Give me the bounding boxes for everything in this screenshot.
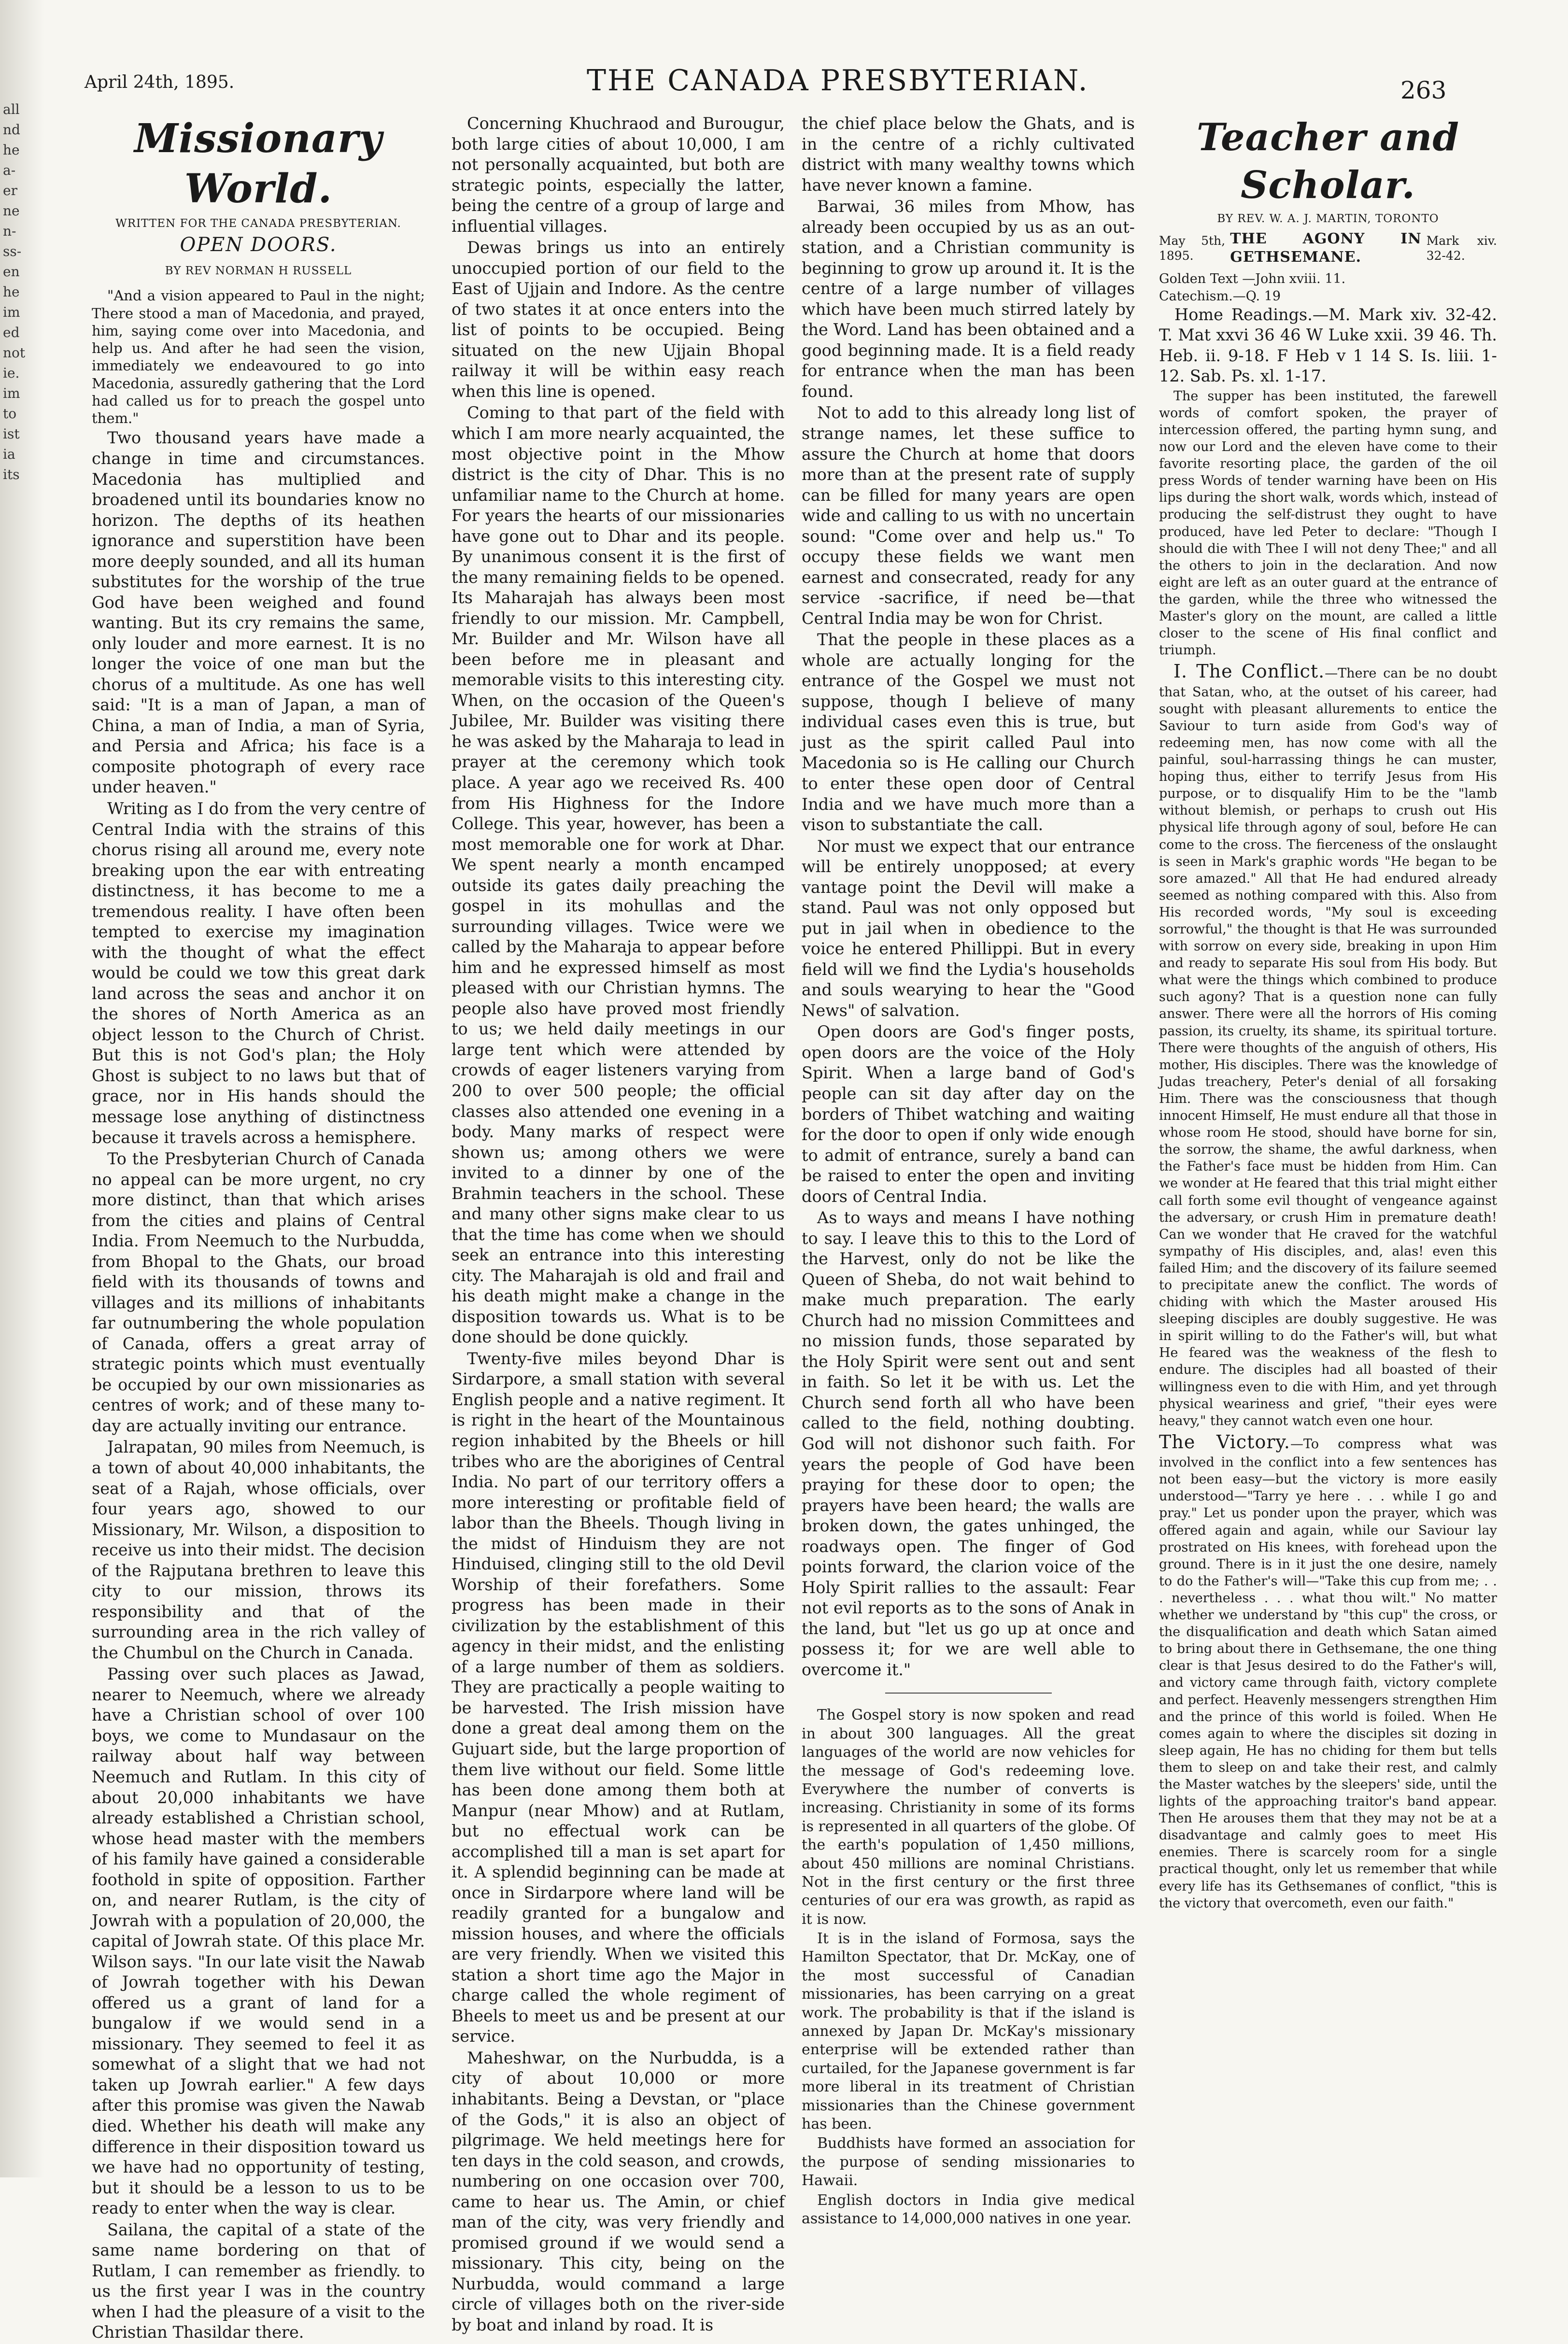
column-2 [452,113,785,2336]
teacher-masthead: Teacher and Scholar. [1196,115,1460,208]
paragraph: Dewas brings us into an entirely unoccupied portion of our field to the East of Ujjain and Indore. As the centre of two states it at once enters into the list of points to be occupied. Being situated on the new Ujjain Bhopal railway it will be within easy reach when this line is opened. [452,238,785,401]
paragraph: Passing over such places as Jawad, nearer to Neemuch, where we already have a Christian school of over 100 boys, we come to Mundasaur on the railway about half way between Neemuch and Rutlam. In this city of about 20,000 inhabitants we have already established a Christian school, whose head master with the members of his family have gained a considerable foothold in spite of opposition. Farther on, and nearer Rutlam, is the city of Jowrah with a population of 20,000, the capital of Jowrah state. Of this place Mr. Wilson says. "In our late visit the Nawab of Jowrah together with his Dewan offered us a grant of land for a bungalow if we would send in a missionary. They seemed to feel it as somewhat of a slight that we had not taken up Jowrah earlier." A few days after this promise was given the Nawab died. Whether his death will make any difference in their disposition toward us we have had no opportunity of testing, but it should be a lesson to us to be ready to enter when the way is clear. [92,1665,425,2218]
lesson-reference: Mark xiv. 32-42. [1426,233,1497,263]
page-number: 263 [1400,76,1447,104]
margin-fragment: en [3,264,20,280]
conflict-section [1159,660,1497,1429]
paragraph: Barwai, 36 miles from Mhow, has already been occupied by us as an out-station, and a Christian community is beginning to grow up around it. It is the centre of a large number of villages which have been much stirred lately by the Word. Land has been obtained and a good beginning made. It is a field ready for entrance when the man has been found. [802,197,1135,401]
newspaper-title: THE CANADA PRESBYTERIAN. [587,64,1089,98]
margin-fragment: im [3,385,20,401]
victory-section [1159,1430,1497,1912]
paragraph: Open doors are God's finger posts, open doors are the voice of the Holy Spirit. When a large band of God's people can sit day after day on the borders of Thibet watching and waiting for the door to open if only wide enough to admit of entrance, surely a band can be raised to enter the open and inviting doors of Central India. [802,1022,1135,1206]
paragraph: Jalrapatan, 90 miles from Neemuch, is a town of about 40,000 inhabitants, the seat of a Rajah, whose officials, over four years ago, showed to our Missionary, Mr. Wilson, a disposition to receive us into their midst. The decision of the Rajputana brethren to leave this city to our mission, throws its responsibility and that of the surrounding area in the rich valley of the Chumbul on the Church in Canada. [92,1438,425,1662]
conflict-heading: I. The Conflict. [1173,661,1325,682]
article-title: OPEN DOORS. [180,234,337,256]
written-for: WRITTEN FOR THE CANADA PRESBYTERIAN. [115,217,401,230]
margin-fragment: im [3,304,20,320]
column-1 [92,113,425,2344]
margin-fragment: its [3,466,20,482]
margin-fragment: to [3,406,17,422]
paragraph: Twenty-five miles beyond Dhar is Sirdarpore, a small station with several English people and a native regiment. It is right in the heart of the Mountainous region inhabited by the Bheels or hill tribes who are the aborigines of Central India. No part of our territory offers a more interesting or profitable field of labor than the Bheels. Though living in the midst of Hinduism they are not Hinduised, clinging still to the old Devil Worship of their forefathers. Some progress has been made in their civilization by the establishment of this agency in their midst, and the enlisting of a large number of them as soldiers. They are practically a people waiting to be harvested. The Irish mission have done a great deal among them on the Gujuart side, but the large proportion of them live without our field. Some little has been done among them both at Manpur (near Mhow) and at Rutlam, but no effectual work can be accomplished till a man is set apart for it. A splendid beginning can be made at once in Sirdarpore where land will be readily granted for a bungalow and mission houses, and where the officials are very friendly. When we visited this station a short time ago the Major in charge called the whole regiment of Bheels to meet us and be present at our service. [452,1349,785,2046]
col1-body [92,428,425,2343]
victory-heading: The Victory. [1159,1431,1290,1453]
margin-fragment: ed [3,325,20,340]
margin-fragment: all [3,101,20,117]
paragraph: That the people in these places as a whole are actually longing for the entrance of the Gospel we must not suppose, though I believe of many individual cases even this is true, but just as the spirit called Paul into Macedonia so is He calling our Church to enter these open door of Central India and we have much more than a vison to substantiate the call. [802,630,1135,834]
paragraph: To the Presbyterian Church of Canada no appeal can be more urgent, no cry more distinct, than that which arises from the cities and plains of Central India. From Neemuch to the Nurbudda, from Bhopal to the Ghats, our broad field with its thousands of towns and villages and its millions of inhabitants far outnumbering the whole population of Canada, offers a great array of strategic points which must eventually be occupied by our own missionaries as centres of work; and of these many to-day are actually inviting our entrance. [92,1149,425,1435]
paragraph: the chief place below the Ghats, and is in the centre of a richly cultivated district with many wealthy towns which have never known a famine. [802,114,1135,195]
paragraph: As to ways and means I have nothing to say. I leave this to this to the Lord of the Harvest, only do not be like the Queen of Sheba, do not wait behind to make much preparation. The early Church had no mission Committees and no mission funds, those separated by the Holy Spirit were sent out and sent in faith. So let it be with us. Let the Church send forth all who have been called to the field, nothing doubting. God will not dishonor such faith. For years the people of God have been praying for these door to open; the prayers have been heard; the walls are broken down, the gates unhinged, the roadways open. The finger of God points forward, the clarion voice of the Holy Spirit rallies to the assault: Fear not evil reports as to the sons of Anak in the land, but "let us go up at once and possess it; for we are well able to overcome it." [802,1208,1135,1679]
margin-fragment: ia [3,446,15,462]
news-note: Buddhists have formed an association for the purpose of sending missionaries to Hawaii. [802,2135,1135,2189]
paragraph: Concerning Khuchraod and Burougur, both large cities of about 10,000, I am not personally acquainted, but both are strategic points, especially the latter, being the centre of a group of large and influential villages. [452,114,785,236]
paragraph: Coming to that part of the field with which I am more nearly acquainted, the most objective point in the Mhow district is the city of Dhar. This is no unfamiliar name to the Church at home. For years the hearts of our missionaries have gone out to Dhar and its people. By unanimous consent it is the first of the many remaining fields to be opened. Its Maharajah has always been most friendly to our mission. Mr. Campbell, Mr. Builder and Mr. Wilson have all been before me in pleasant and memorable visits to this interesting city. When, on the occasion of the Queen's Jubilee, Mr. Builder was visiting there he was asked by the Maharaja to lead in prayer at the ceremony which took place. A year ago we received Rs. 400 from His Highness for the Indore College. This year, however, has been a most memorable one for work at Dhar. We spent nearly a month encamped outside its gates daily preaching the gospel in its mohullas and the surrounding villages. Twice were we called by the Maharaja to appear before him and he expressed himself as most pleased with our Christian hymns. The people also have proved most friendly to us; we held daily meetings in our large tent which were attended by crowds of eager listeners varying from 200 to over 500 people; the official classes also attended one evening in a body. Many marks of respect were shown us; among others we were invited to a dinner by one of the Brahmin teachers in the school. These and many other signs make clear to us that the time has come when we should seek an entrance into this interesting city. The Maharajah is old and frail and his death might make a change in the disposition towards us. What is to be done should be done quickly. [452,403,785,1347]
header-date: April 24th, 1895. [85,72,235,92]
margin-fragment: not [3,345,26,361]
victory-text: —To compress what was involved in the conflict into a few sentences has not been easy—but the victory is more easily understood—"Tarry ye here . . . while I go and pray." Let us ponder upon the prayer, which was offered again and again, while our Saviour lay prostrated on His knees, with forehead upon the ground. There is in it just the one desire, namely to do the Father's will—"Take this cup from me; . . . nevertheless . . . what thou wilt." No matter whether we understand by "this cup" the cross, or the disqualification and death which Satan aimed to bring about there in Gethsemane, the one thing clear is that Jesus desired to do the Father's will, and victory came through faith, victory complete and perfect. Heavenly messengers strengthen Him and the prince of this world is foiled. When He comes again to where the disciples sit dozing in sleep again, He has no chiding for them but tells them to sleep on and take their rest, and calmly the Master watches by the sleepers' side, until the lights of the approaching traitor's band appear. Then He arouses them that they may not be at a disadvantage and calmly goes to meet His enemies. There is scarcely room for a single practical thought, only let us remember that while every life has its Gethsemanes of conflict, "this is the victory that overcometh, even our faith." [1159,1436,1497,1911]
margin-fragment: ne [3,203,20,219]
margin-fragment: ss- [3,243,22,259]
article-byline: BY REV NORMAN H RUSSELL [165,265,352,278]
section-divider [885,1693,1052,1694]
margin-fragment: ist [3,426,20,442]
paragraph: Not to add to this already long list of strange names, let these suffice to assure the Church at home that doors more than at the present rate of supply can be filled for many years are open wide and calling to us with no uncertain sound: "Come over and help us." To occupy these fields we want men earnest and consecrated, ready for any service -sacrifice, if need be—that Central India may be won for Christ. [802,403,1135,628]
margin-fragment: he [3,142,20,158]
home-readings: Home Readings.—M. Mark xiv. 32-42. T. Mat xxvi 36 46 W Luke xxii. 39 46. Th. Heb. ii. 9-18. F Heb v 1 14 S. Is. liii. 1-12. Sab. Ps. xl. 1-17. [1159,305,1497,386]
paragraph: Sailana, the capital of a state of the same name bordering on that of Rutlam, I can remember as friendly. to us the first year I was in the country when I had the pleasure of a visit to the Christian Thasildar there. [92,2220,425,2342]
paragraph: Writing as I do from the very centre of Central India with the strains of this chorus rising all around me, every note breaking upon the ear with entreating distinctness, it has become to me a tremendous reality. I have often been tempted to exercise my imagination with the thought of what the effect would be could we tow this great dark land across the seas and anchor it on the shores of North America as an object lesson to the Church of Christ. But this is not God's plan; the Holy Ghost is subject to no laws but that of grace, nor in His hands should the message lose anything of distinctness because it travels across a hemisphere. [92,799,425,1147]
catechism: Catechism.—Q. 19 [1159,288,1281,304]
lesson-heading [1159,230,1497,267]
lesson-title: THE AGONY IN GETHSEMANE. [1230,230,1422,266]
margin-fragment: nd [3,122,20,138]
lesson-intro: The supper has been instituted, the farewell words of comfort spoken, the prayer of intercession offered, the parting hymn sung, and now our Lord and the eleven have come to their favorite resorting place, the garden of the oil press Words of tender warning have been on His lips during the short walk, words which, instead of producing the self-distrust they ought to have produced, have led Peter to declare: "Though I should die with Thee I will not deny Thee;" and all the others to join in the declaration. And now eight are left as an outer guard at the entrance of the garden, while the three who witnessed the Master's glory on the mount, are called a little closer to the scene of His final conflict and triumph. [1159,388,1497,658]
margin-fragment: n- [3,223,16,239]
margin-fragment: er [3,183,17,198]
column-3 [802,113,1135,2229]
news-note: It is in the island of Formosa, says the Hamilton Spectator, that Dr. McKay, one of the most successful of Canadian missionaries, has been carrying on a great work. The probability is that if the island is annexed by Japan Dr. McKay's missionary enterprise will be extended rather than curtailed, for the Japanese government is far more liberal in its treatment of Christian missionaries than the Chinese government has been. [802,1930,1135,2132]
teacher-byline: BY REV. W. A. J. MARTIN, TORONTO [1217,212,1439,226]
margin-fragment: ie. [3,365,20,381]
paragraph: Nor must we expect that our entrance will be entirely unopposed; at every vantage point the Devil will make a stand. Paul was not only opposed but put in jail when in obedience to the voice he entered Phillippi. But in every field will we find the Lydia's households and souls wearying to hear the "Good News" of salvation. [802,836,1135,1020]
missionary-masthead: Missionary World. [134,115,382,212]
golden-text: Golden Text —John xviii. 11. [1159,271,1346,287]
page-bleed-edge [0,0,44,2177]
column-4 [1159,113,1497,1913]
scripture-quote: "And a vision appeared to Paul in the night; There stood a man of Macedonia, and prayed, him, saying come over into Macedonia, and help us. And after he had seen the vision, immediately we endeavoured to go into Macedonia, assuredly gathering that the Lord had called us for to preach the gospel unto them." [92,287,425,427]
news-note: English doctors in India give medical assistance to 14,000,000 natives in one year. [802,2191,1135,2227]
margin-fragment: he [3,284,20,300]
margin-fragment: a- [3,162,16,178]
paragraph: Two thousand years have made a change in time and circumstances. Macedonia has multiplied and broadened until its boundaries know no horizon. The depths of its heathen ignorance and superstition have been more deeply sounded, and all its human substitutes for the worship of the true God have been weighed and found wanting. But its cry remains the same, only louder and more earnest. It is no longer the voice of one man but the chorus of a multitude. As one has well said: "It is a man of Japan, a man of China, a man of India, a man of Syria, and Persia and Africa; his face is a composite photograph of every race under heaven." [92,428,425,797]
lesson-date: May 5th, 1895. [1159,233,1226,263]
news-note: The Gospel story is now spoken and read in about 300 languages. All the great languages of the world are now vehicles for the message of God's redeeming love. Everywhere the number of converts is increasing. Christianity in some of its forms is represented in all quarters of the globe. Of the earth's population of 1,450 millions, about 450 millions are nominal Christians. Not in the first century or the first three centuries of our era was growth, as rapid as it is now. [802,1707,1135,1928]
conflict-text: —There can be no doubt that Satan, who, at the outset of his career, had sought with pleasant allurements to entice the Saviour to turn aside from God's way of redeeming men, has now come with all the painful, soul-harrassing things he can muster, hoping thus, either to terrify Jesus from His purpose, or to disqualify Him to be the "lamb without blemish, or perhaps to crush out His physical life through agony of soul, before He can come to the cross. The fierceness of the onslaught is seen in Mark's graphic words "He began to be sore amazed." All that He had endured already seemed as nothing compared with this. Also from His recorded words, "My soul is exceeding sorrowful," the thought is that He was surrounded with sorrow on every side, breaking in upon Him and ready to separate His soul from His body. But what were the things which combined to produce such agony? That is a question none can fully answer. There were all the horrors of His coming passion, its cruelty, its shame, its spiritual torture. There were thoughts of the anguish of others, His mother, His disciples. There was the knowledge of Judas treachery, Peter's denial of all forsaking Him. There was the consciousness that though innocent Himself, He must endure all that those in whose room He stood, should have borne for sin, the sorrow, the shame, the awful darkness, when the Father's face must be hidden from Him. Can we wonder at He feared that this trial might either call forth some evil thought of vengeance against the adversary, or crush Him in premature death! Can we wonder that He craved for the watchful sympathy of His disciples, and, alas! even this failed Him; and the discovery of its failure seemed to precipitate anew the conflict. The words of chiding with which the Master aroused His sleeping disciples are doubly suggestive. He was in spirit willing to do the Father's will, but what He feared was the weakness of the flesh to endure. The disciples had all boasted of their willingness even to die with Him, and yet through physical weariness and grief, "their eyes were heavy," they cannot watch even one hour. [1159,666,1497,1428]
paragraph: Maheshwar, on the Nurbudda, is a city of about 10,000 or more inhabitants. Being a Devstan, or "place of the Gods," it is also an object of pilgrimage. We held meetings here for ten days in the cold season, and crowds, numbering on one occasion over 700, came to hear us. The Amin, or chief man of the city, was very friendly and promised ground if we would send a missionary. This city, being on the Nurbudda, would command a large circle of villages both on the river-side by boat and inland by road. It is [452,2048,785,2334]
